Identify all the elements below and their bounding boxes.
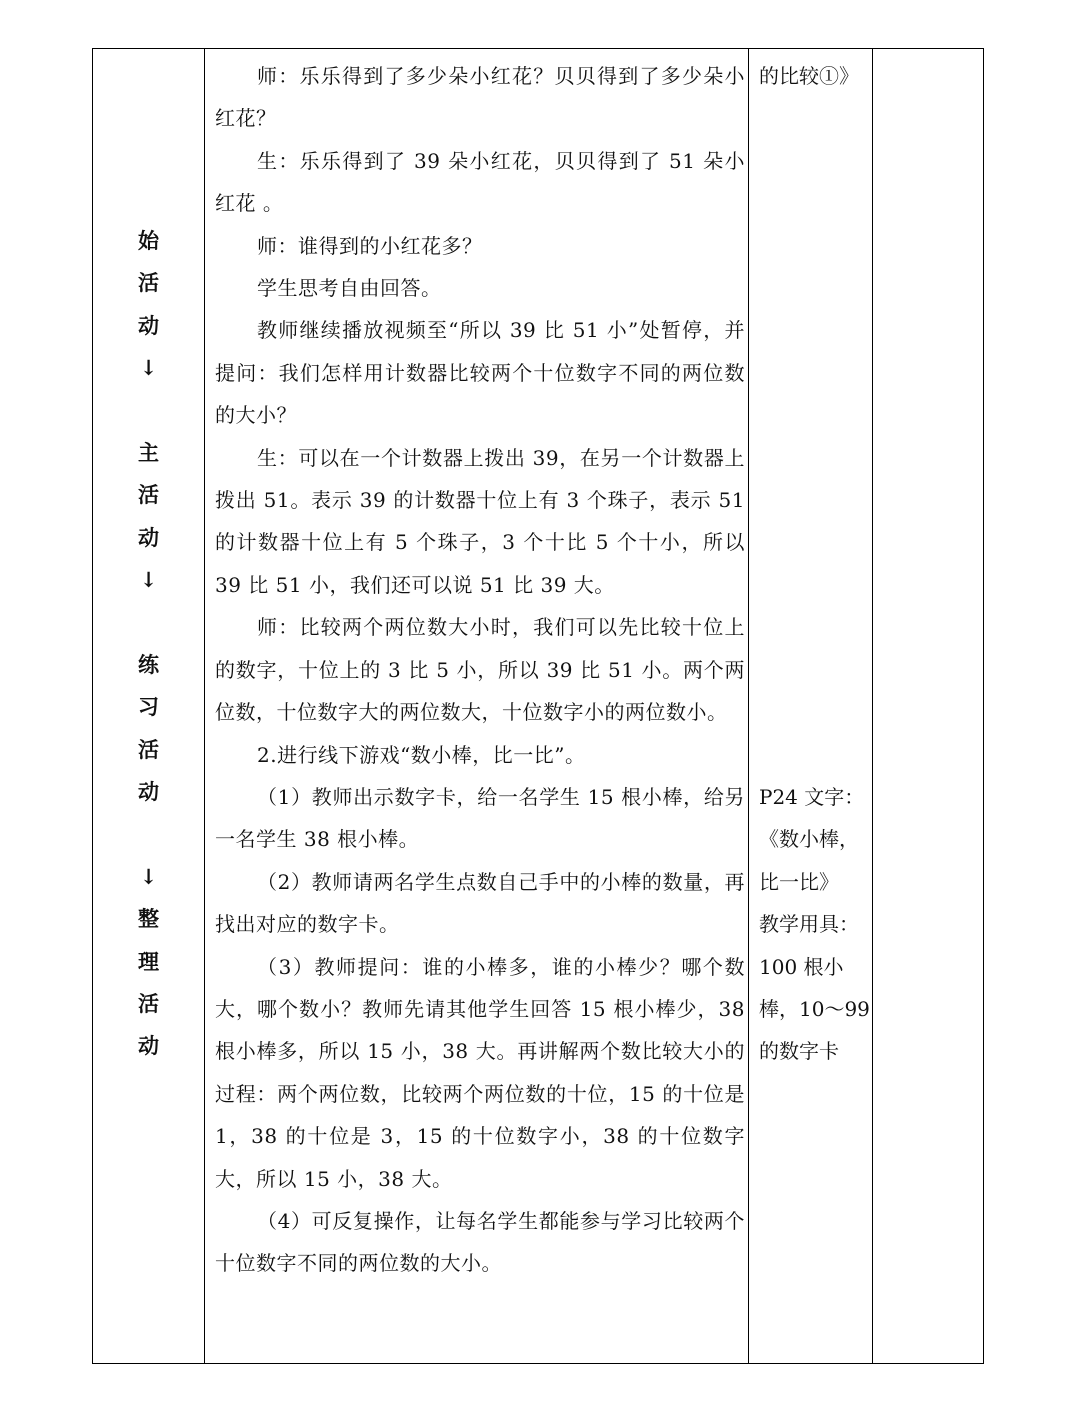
column-divider <box>748 49 749 1363</box>
flow-label-char: 理 <box>138 949 159 974</box>
student-response-note: 学生思考自由回答。 <box>257 276 442 301</box>
flow-label-char: 动 <box>138 525 159 550</box>
teacher-question: 师：乐乐得到了多少朵小红花？贝贝得到了多少朵小红花？ <box>215 64 745 131</box>
column-divider <box>872 49 873 1363</box>
flow-label-char: 活 <box>138 482 159 507</box>
flow-label-char: 动 <box>138 313 159 338</box>
flow-label-char: 主 <box>138 440 159 465</box>
flow-label-char: 活 <box>138 270 159 295</box>
resource-line: 的比较①》 <box>759 64 859 88</box>
resource-line: 《数小棒， <box>759 827 859 852</box>
flow-label-char: 动 <box>138 779 159 804</box>
column-divider <box>204 49 205 1363</box>
flow-arrow: ↓ <box>139 355 158 380</box>
flow-label-char: 活 <box>138 991 159 1016</box>
resource-line: 棒，10～99 <box>759 997 870 1022</box>
teacher-instruction: 教师继续播放视频至“所以 39 比 51 小”处暂停，并提问：我们怎样用计数器比较两个十位数字不同的两位数的大小？ <box>215 318 745 428</box>
resource-line: 的数字卡 <box>759 1039 839 1064</box>
flow-label-char: 整 <box>138 906 159 931</box>
lesson-table <box>92 48 984 1364</box>
resource-block <box>759 776 871 1073</box>
resource-line: 比一比》 <box>759 869 839 894</box>
game-heading: 2.进行线下游戏“数小棒，比一比”。 <box>257 742 586 767</box>
resource-line: 100 根小 <box>759 954 844 979</box>
game-step: （4）可反复操作，让每名学生都能参与学习比较两个十位数字不同的两位数的大小。 <box>215 1208 745 1276</box>
resources-column <box>759 55 871 1064</box>
game-step: （1）教师出示数字卡，给一名学生 15 根小棒，给另一名学生 38 根小棒。 <box>215 784 745 852</box>
flow-arrow: ↓ <box>139 864 158 889</box>
activity-flow-column <box>93 49 204 1363</box>
resource-line: 教学用具： <box>759 912 859 937</box>
flow-arrow: ↓ <box>139 567 158 592</box>
flow-label-char: 练 <box>138 652 159 677</box>
student-answer: 生：乐乐得到了 39 朵小红花，贝贝得到了 51 朵小红花 。 <box>215 148 745 216</box>
student-answer: 生：可以在一个计数器上拨出 39，在另一个计数器上拨出 51。表示 39 的计数器十位上有 3 个珠子，表示 51 的计数器十位上有 5 个珠子，3 个十比 5 个十小，所以 39 比 51 小，我们还可以说 51 比 39 大。 <box>215 445 745 597</box>
teacher-question: 师：谁得到的小红花多？ <box>257 233 483 258</box>
lesson-content-column <box>215 55 745 1285</box>
flow-label-char: 习 <box>138 694 159 719</box>
resource-line: P24 文字： <box>759 785 865 809</box>
game-step: （3）教师提问：谁的小棒多，谁的小棒少？哪个数大，哪个数小？教师先请其他学生回答 15 根小棒少，38 根小棒多，所以 15 小，38 大。再讲解两个数比较大小的过程：两个两位数，比较两个两位数的十位，15 的十位是 1，38 的十位是 3，15 的十位数字小，38 的十位数字大，所以 15 小，38 大。 <box>215 954 745 1191</box>
flow-label-char: 始 <box>138 228 159 253</box>
flow-label-char: 动 <box>138 1033 159 1058</box>
game-step: （2）教师请两名学生点数自己手中的小棒的数量，再找出对应的数字卡。 <box>215 869 745 937</box>
flow-label-char: 活 <box>138 737 159 762</box>
teacher-summary: 师：比较两个两位数大小时，我们可以先比较十位上的数字，十位上的 3 比 5 小，所以 39 比 51 小。两个两位数，十位数字大的两位数大，十位数字小的两位数小。 <box>215 615 745 725</box>
